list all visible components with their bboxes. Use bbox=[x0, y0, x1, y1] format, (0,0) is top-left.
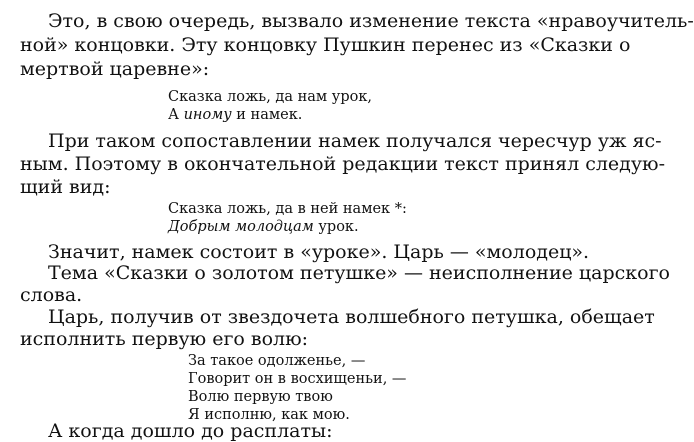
verse-3-line-3: Волю первую твою bbox=[188, 389, 333, 405]
verse-2-line-1: Сказка ложь, да в ней намек *: bbox=[168, 201, 407, 217]
paragraph-4-line-2: слова. bbox=[20, 284, 83, 306]
paragraph-2-line-3: щий вид: bbox=[20, 176, 111, 198]
verse-3-line-1: За такое одолженье, — bbox=[188, 353, 366, 369]
paragraph-2-line-1: При таком сопоставлении намек получался чересчур уж яс- bbox=[48, 130, 662, 152]
paragraph-2-line-2: ным. Поэтому в окончательной редакции текст принял следую- bbox=[20, 153, 666, 175]
paragraph-5-line-2: исполнить первую его волю: bbox=[20, 328, 309, 350]
verse-2-line-2: Добрым молодцам урок. bbox=[168, 219, 359, 235]
paragraph-3-line-1: Значит, намек состоит в «уроке». Царь — «молодец». bbox=[48, 241, 590, 263]
paragraph-6-line-1: А когда дошло до расплаты: bbox=[48, 420, 333, 442]
paragraph-1-line-1: Это, в свою очередь, вызвало изменение текста «нравоучитель- bbox=[48, 10, 694, 32]
paragraph-5-line-1: Царь, получив от звездочета волшебного петушка, обещает bbox=[48, 306, 655, 328]
verse-1-line-1: Сказка ложь, да нам урок, bbox=[168, 89, 373, 105]
paragraph-4-line-1: Тема «Сказки о золотом петушке» — неисполнение царского bbox=[48, 262, 670, 284]
verse-3-line-2: Говорит он в восхищеньи, — bbox=[188, 371, 407, 387]
verse-1-line-2: А иному и намек. bbox=[168, 107, 303, 123]
paragraph-1-line-3: мертвой царевне»: bbox=[20, 58, 210, 80]
paragraph-1-line-2: ной» концовки. Эту концовку Пушкин перенес из «Сказки о bbox=[20, 34, 631, 56]
verse-3-line-4: Я исполню, как мою. bbox=[188, 407, 350, 423]
